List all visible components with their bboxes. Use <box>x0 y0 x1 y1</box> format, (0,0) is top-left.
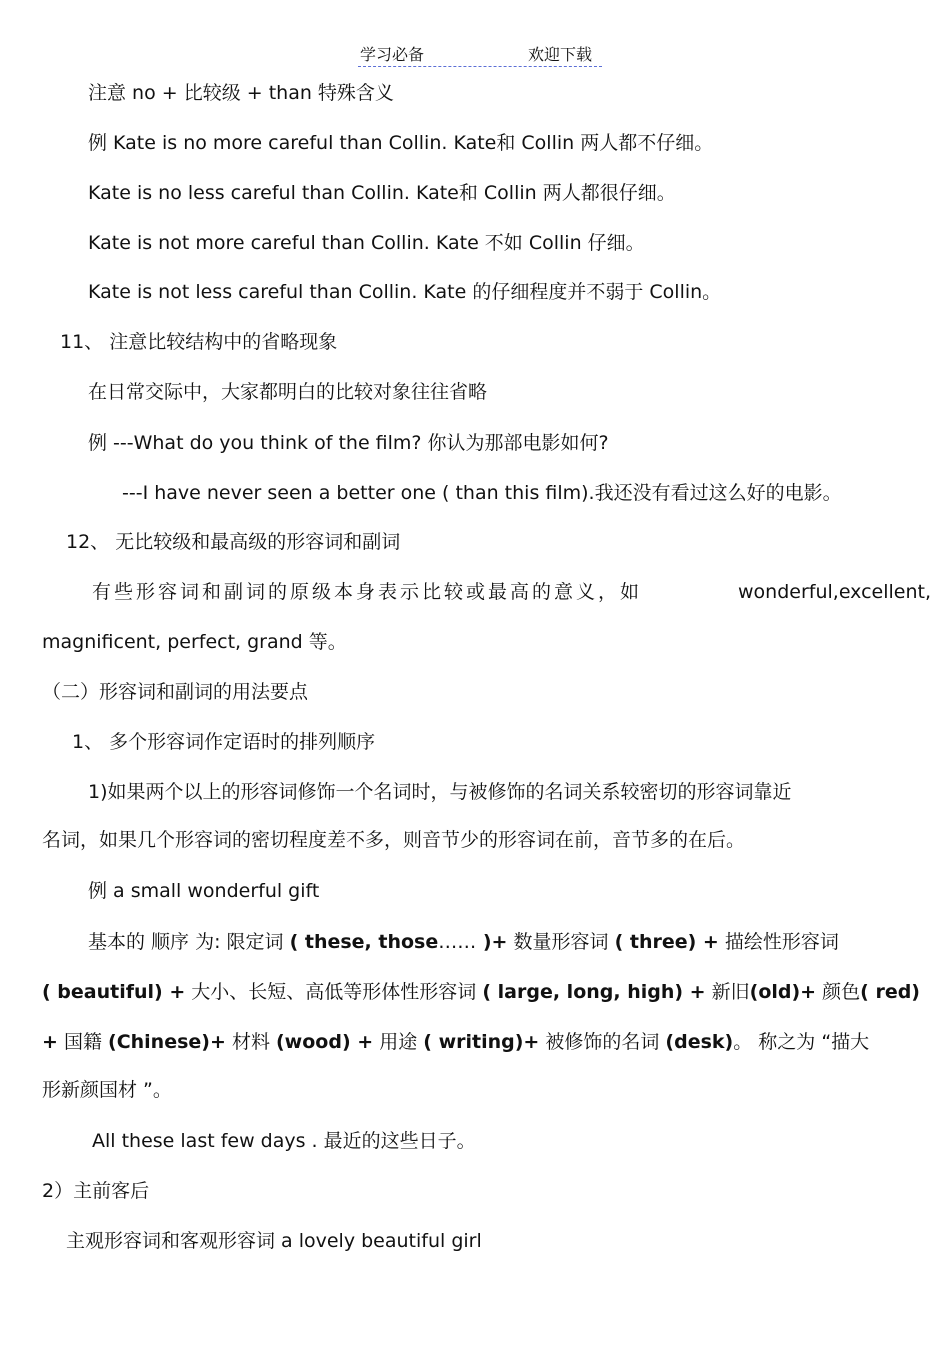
example-line: 例 ---What do you think of the film? 你认为那部电影如何? <box>88 432 609 454</box>
example-line: All these last few days . 最近的这些日子。 <box>92 1130 476 1152</box>
text-run: 基本的 顺序 为: 限定词 <box>88 931 290 953</box>
text-run: )+ <box>476 931 508 953</box>
header-left-text: 学习必备 <box>360 45 425 64</box>
example-line: 例 a small wonderful gift <box>88 880 320 902</box>
paragraph-line: 名词，如果几个形容词的密切程度差不多，则音节少的形容词在前，音节多的在后。 <box>42 829 746 851</box>
section-heading: 1、 多个形容词作定语时的排列顺序 <box>72 731 376 753</box>
text-run: 用途 <box>373 1031 424 1053</box>
text-run: ( writing)+ <box>423 1031 540 1053</box>
paragraph-line: 有些形容词和副词的原级本身表示比较或最高的意义，如 <box>92 581 643 603</box>
text-run: 颜色 <box>816 981 861 1003</box>
example-line: 例 Kate is no more careful than Collin. Kate和 Collin 两人都不仔细。 <box>88 132 714 154</box>
section-heading: 12、 无比较级和最高级的形容词和副词 <box>66 531 401 553</box>
paragraph-line: wonderful,excellent, <box>738 581 931 603</box>
example-line: Kate is no less careful than Collin. Kate和 Collin 两人都很仔细。 <box>88 182 676 204</box>
text-run: ( these, those <box>289 931 439 953</box>
example-line: 主观形容词和客观形容词 a lovely beautiful girl <box>66 1230 482 1252</box>
text-run: 数量形容词 <box>507 931 615 953</box>
order-rule-line: 形新颜国材 ”。 <box>42 1079 172 1101</box>
section-heading: 2）主前客后 <box>42 1180 150 1202</box>
text-run: (wood) + <box>276 1031 374 1053</box>
chapter-heading: （二）形容词和副词的用法要点 <box>42 681 309 703</box>
order-rule-line <box>42 1029 869 1055</box>
text-run: + <box>42 1031 58 1053</box>
paragraph-line: 1)如果两个以上的形容词修饰一个名词时，与被修饰的名词关系较密切的形容词靠近 <box>88 781 792 803</box>
text-run: (Chinese)+ <box>108 1031 226 1053</box>
order-rule-line <box>88 929 839 955</box>
page-header <box>358 40 602 67</box>
paragraph-line: magnificent, perfect, grand 等。 <box>42 631 347 653</box>
text-run: 被修饰的名词 <box>539 1031 666 1053</box>
text-run: ( red) <box>860 981 920 1003</box>
text-run: …… <box>438 931 477 953</box>
text-run: ( three) + <box>614 931 719 953</box>
text-run: (old)+ <box>749 981 817 1003</box>
text-run: 国籍 <box>57 1031 109 1053</box>
text-run: ( large, long, high) + <box>482 981 706 1003</box>
text-run: ( beautiful) + <box>42 981 186 1003</box>
text-run: (desk) <box>665 1031 734 1053</box>
order-rule-line <box>42 979 920 1005</box>
header-right-text: 欢迎下载 <box>528 45 593 64</box>
paragraph-line: 在日常交际中，大家都明白的比较对象往往省略 <box>88 381 488 403</box>
text-run: 。 称之为 “描大 <box>733 1031 870 1053</box>
text-run: 新旧 <box>705 981 750 1003</box>
example-line: Kate is not less careful than Collin. Kate 的仔细程度并不弱于 Collin。 <box>88 281 722 303</box>
section-heading: 11、 注意比较结构中的省略现象 <box>60 331 338 353</box>
text-run: 大小、长短、高低等形体性形容词 <box>185 981 483 1003</box>
text-run: 描绘性形容词 <box>718 931 839 953</box>
note-heading: 注意 no + 比较级 + than 特殊含义 <box>88 82 394 104</box>
text-run: 材料 <box>225 1031 276 1053</box>
example-line: ---I have never seen a better one ( than this film).我还没有看过这么好的电影。 <box>122 482 842 504</box>
example-line: Kate is not more careful than Collin. Kate 不如 Collin 仔细。 <box>88 232 645 254</box>
